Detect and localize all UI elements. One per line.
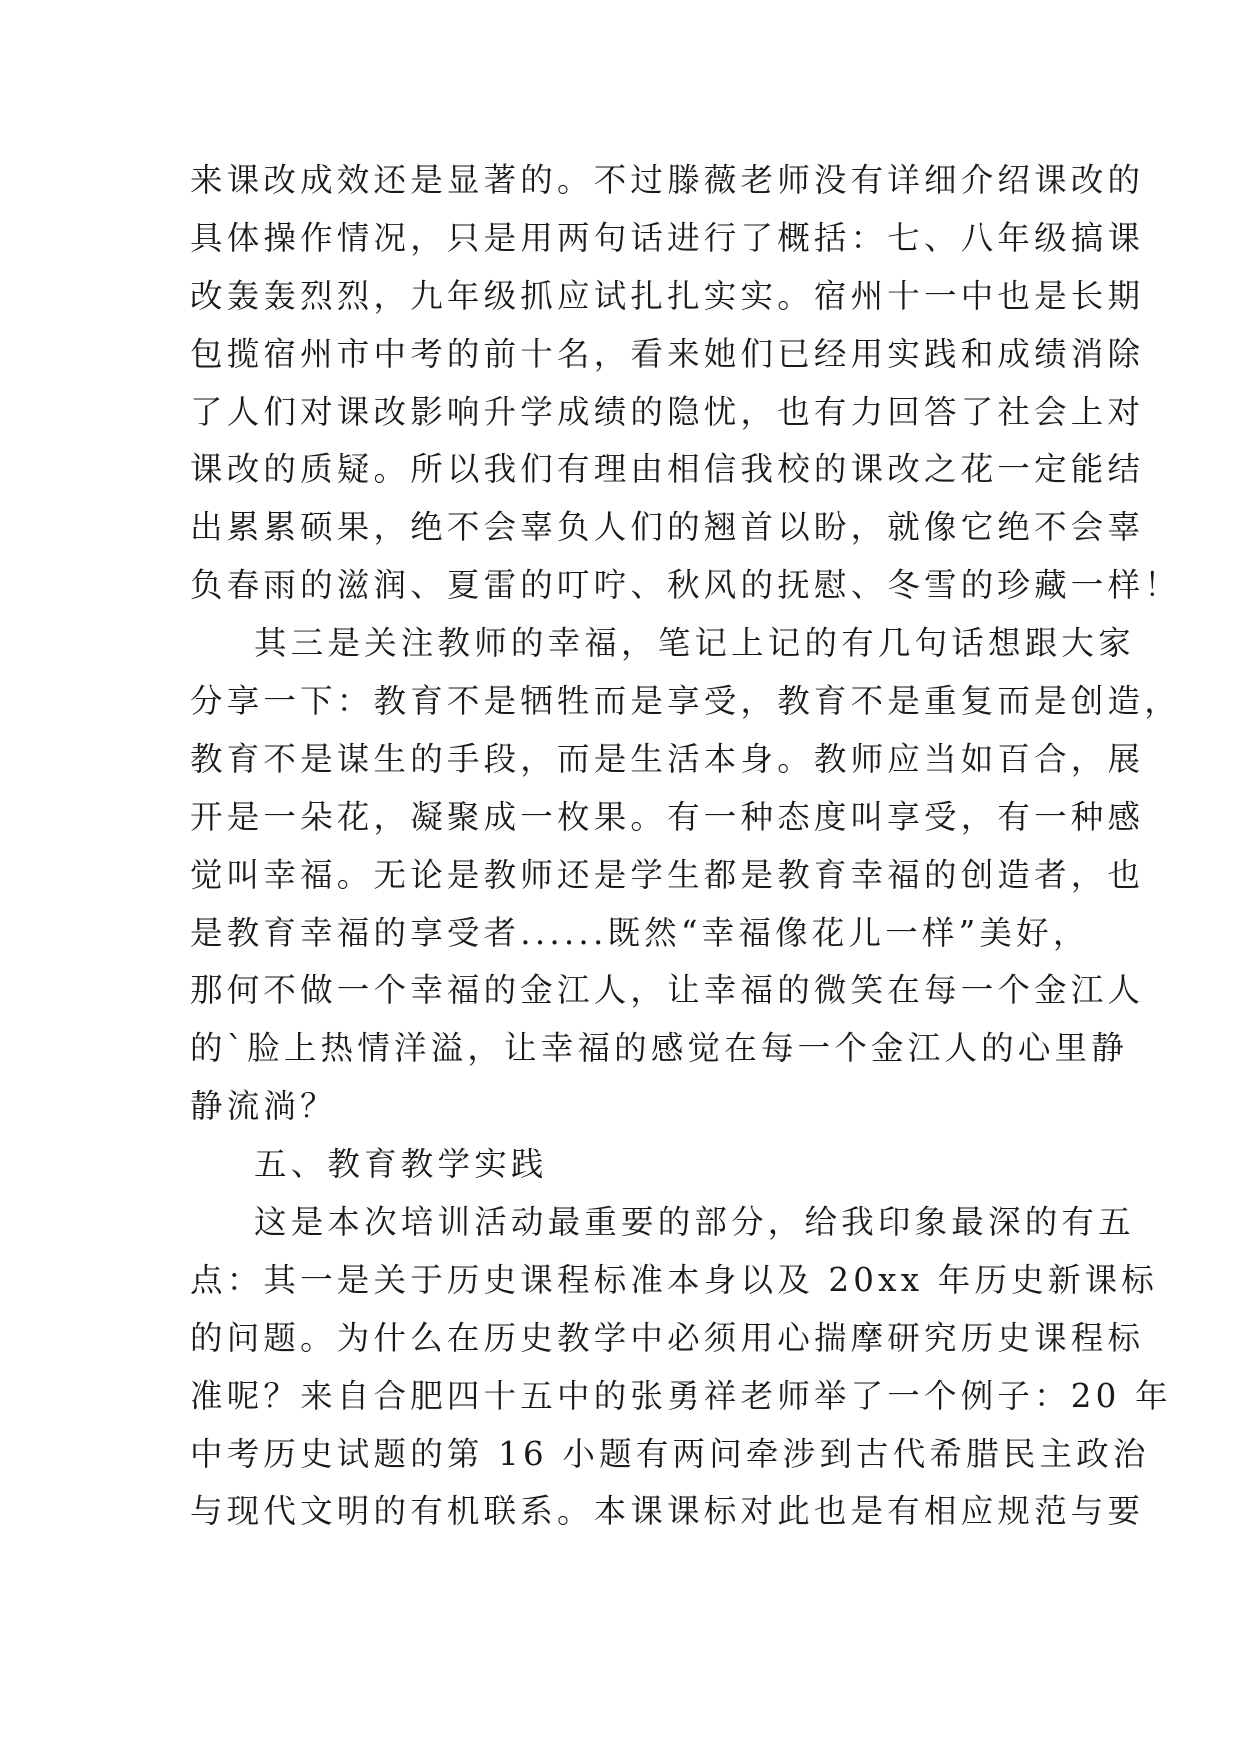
text-line: 中考历史试题的第 16 小题有两问牵涉到古代希腊民主政治 bbox=[190, 1434, 1150, 1473]
text-line: 分享一下：教育不是牺牲而是享受，教育不是重复而是创造， bbox=[190, 682, 1181, 721]
text-line: 的`脸上热情洋溢，让幸福的感觉在每一个金江人的心里静 bbox=[190, 1029, 1128, 1068]
text-line: 那何不做一个幸福的金江人，让幸福的微笑在每一个金江人 bbox=[190, 971, 1145, 1010]
text-line: 准呢？来自合肥四十五中的张勇祥老师举了一个例子：20 年 bbox=[190, 1376, 1172, 1415]
section-heading: 五、教育教学实践 bbox=[254, 1145, 548, 1184]
text-line: 觉叫幸福。无论是教师还是学生都是教育幸福的创造者，也 bbox=[190, 855, 1145, 894]
text-line: 出累累硕果，绝不会辜负人们的翘首以盼，就像它绝不会辜 bbox=[190, 508, 1145, 547]
text-line: 来课改成效还是显著的。不过滕薇老师没有详细介绍课改的 bbox=[190, 161, 1145, 199]
body-text bbox=[190, 152, 1181, 1541]
text-line: 课改的质疑。所以我们有理由相信我校的课改之花一定能结 bbox=[190, 450, 1145, 489]
text-line: 负春雨的滋润、夏雷的叮咛、秋风的抚慰、冬雪的珍藏一样！ bbox=[190, 566, 1181, 605]
text-line: 是教育幸福的享受者......既然“幸福像花儿一样”美好， bbox=[190, 913, 1090, 952]
text-line: 了人们对课改影响升学成绩的隐忧，也有力回答了社会上对 bbox=[190, 392, 1145, 431]
text-line: 改轰轰烈烈，九年级抓应试扎扎实实。宿州十一中也是长期 bbox=[190, 276, 1145, 315]
text-line: 教育不是谋生的手段，而是生活本身。教师应当如百合，展 bbox=[190, 739, 1145, 778]
text-line: 点：其一是关于历史课程标准本身以及 20xx 年历史新课标 bbox=[190, 1260, 1158, 1299]
text-line: 静流淌？ bbox=[190, 1087, 337, 1126]
text-line: 与现代文明的有机联系。本课课标对此也是有相应规范与要 bbox=[190, 1492, 1145, 1531]
text-line: 开是一朵花，凝聚成一枚果。有一种态度叫享受，有一种感 bbox=[190, 797, 1145, 836]
paragraph-start-line: 其三是关注教师的幸福，笔记上记的有几句话想跟大家 bbox=[254, 624, 1135, 663]
text-line: 具体操作情况，只是用两句话进行了概括：七、八年级搞课 bbox=[190, 218, 1145, 257]
text-line: 包揽宿州市中考的前十名，看来她们已经用实践和成绩消除 bbox=[190, 334, 1145, 373]
text-line: 的问题。为什么在历史教学中必须用心揣摩研究历史课程标 bbox=[190, 1318, 1145, 1357]
paragraph-start-line: 这是本次培训活动最重要的部分，给我印象最深的有五 bbox=[254, 1203, 1135, 1242]
